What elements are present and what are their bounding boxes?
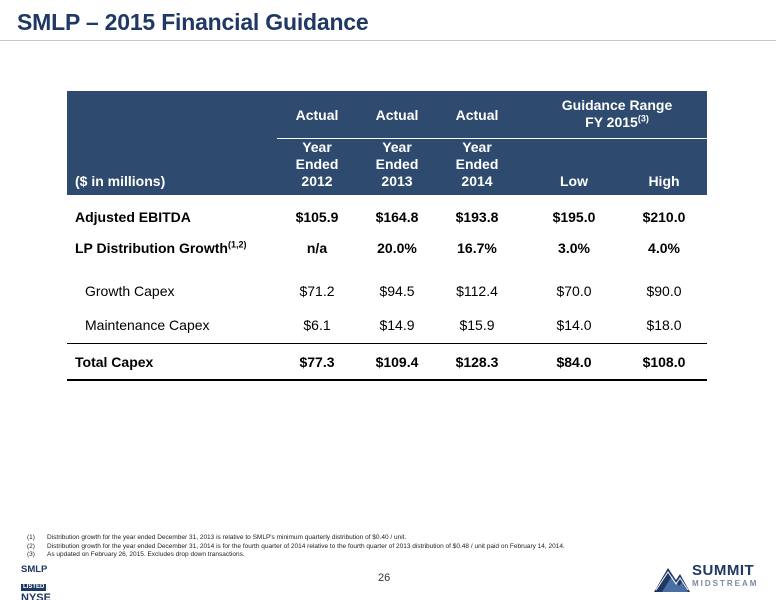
header-row-bottom	[67, 139, 707, 195]
row-label: Maintenance Capex	[85, 317, 210, 333]
row-maintenance-capex	[67, 309, 707, 340]
cell-high: $210.0	[642, 209, 686, 225]
table-header	[67, 91, 707, 195]
title-divider	[0, 40, 776, 41]
footnotes	[27, 534, 565, 560]
row-adjusted-ebitda	[67, 201, 707, 232]
cell-low: $195.0	[552, 209, 596, 225]
header-actual-2012: Actual	[295, 107, 339, 123]
cell-2013: $109.4	[375, 354, 419, 370]
header-low: Low	[560, 173, 588, 189]
cell-2014: $128.3	[455, 354, 499, 370]
summit-midstream-logo	[652, 560, 764, 596]
guidance-line1: Guidance Range	[561, 97, 673, 113]
cell-high: $18.0	[646, 317, 682, 333]
page-number: 26	[378, 572, 391, 584]
total-rule	[67, 379, 707, 381]
cell-2014: $112.4	[456, 283, 498, 299]
row-growth-capex	[67, 275, 707, 306]
cell-high: $108.0	[642, 354, 686, 370]
header-guidance-range	[527, 97, 707, 131]
midstream-word: MIDSTREAM	[692, 579, 759, 588]
guidance-footnote-ref: (3)	[637, 113, 649, 124]
units-label: ($ in millions)	[75, 173, 166, 189]
row-label: Total Capex	[75, 354, 154, 370]
cell-high: $90.0	[646, 283, 682, 299]
cell-low: $84.0	[556, 354, 592, 370]
header-actual-2013: Actual	[375, 107, 419, 123]
cell-2012: n/a	[306, 240, 328, 256]
cell-2012: $77.3	[299, 354, 335, 370]
mountain-icon	[652, 560, 692, 594]
row-label: Growth Capex	[85, 283, 175, 299]
guidance-table	[67, 91, 707, 381]
cell-low: $14.0	[556, 317, 592, 333]
cell-2012: $71.2	[299, 283, 335, 299]
footnote-ref: (1,2)	[227, 239, 247, 250]
header-year-2014: Year Ended 2014	[455, 139, 499, 189]
cell-2014: $15.9	[459, 317, 495, 333]
footnote-3: (3) As updated on February 26, 2015. Excludes drop down transactions.	[27, 551, 245, 558]
row-total-capex	[67, 346, 707, 377]
header-high: High	[648, 173, 680, 189]
cell-2014: 16.7%	[457, 240, 497, 256]
cell-2013: $164.8	[375, 209, 419, 225]
row-label: Adjusted EBITDA	[75, 209, 191, 225]
row-label: LP Distribution Growth$^{(1,2)}$	[75, 239, 247, 256]
summit-word: SUMMIT	[692, 562, 755, 579]
slide-title: SMLP – 2015 Financial Guidance	[17, 9, 369, 35]
cell-2013: 20.0%	[377, 240, 417, 256]
header-year-2012: Year Ended 2012	[295, 139, 339, 189]
guidance-line2: FY 2015$^{(3)}$	[585, 113, 649, 130]
subtotal-rule	[67, 343, 707, 344]
cell-low: $70.0	[556, 283, 592, 299]
footnote-2: (2) Distribution growth for the year ended December 31, 2014 is for the fourth quarter of 2014 relative to the fourth quarter of 2013 distribution of $0.48 / unit paid on February 14, 2014.	[27, 542, 565, 550]
header-actual-2014: Actual	[455, 107, 499, 123]
footnote-1: (1) Distribution growth for the year ended December 31, 2013 is relative to SMLP's minimum quarterly distribution of $0.40 / unit.	[27, 534, 407, 541]
cell-2013: $94.5	[379, 283, 415, 299]
header-year-2013: Year Ended 2013	[375, 139, 419, 189]
smlp-nyse-logo: SMLP LISTED NYSE	[21, 564, 51, 600]
row-lp-distribution-growth	[67, 232, 707, 263]
cell-2014: $193.8	[455, 209, 499, 225]
header-row-top	[67, 91, 707, 138]
cell-low: 3.0%	[558, 240, 590, 256]
cell-2012: $105.9	[295, 209, 339, 225]
cell-high: 4.0%	[648, 240, 680, 256]
cell-2012: $6.1	[303, 317, 331, 333]
cell-2013: $14.9	[379, 317, 415, 333]
